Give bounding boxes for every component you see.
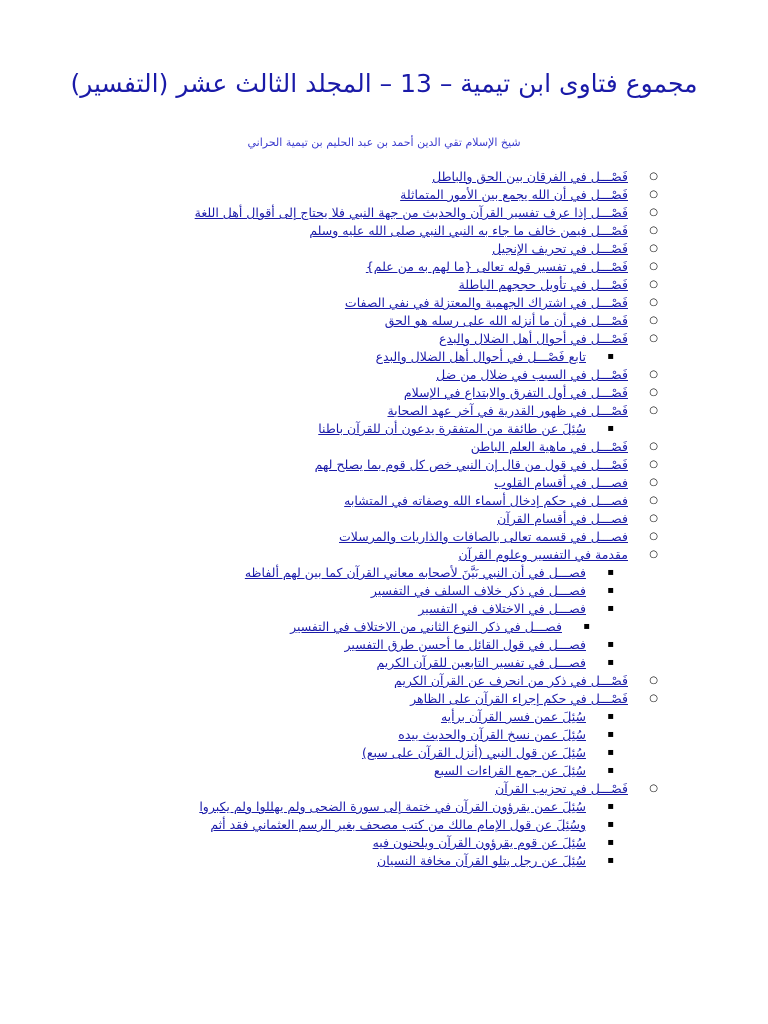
toc-link[interactable]: فصـــل في أن النبي بَيَّنَ لأصحابه معاني القرآن كما بين لهم ألفاظه — [244, 565, 586, 580]
toc-subitem[interactable] — [98, 762, 586, 780]
toc-link[interactable]: فصـــل في حكم إدخال أسماء الله وصفاته في المتشابه — [344, 493, 628, 508]
toc-item[interactable] — [98, 510, 628, 528]
toc-item[interactable] — [98, 330, 628, 366]
toc-link[interactable]: فَصْـــل في تحريف الإنجيل — [492, 241, 628, 256]
toc-item[interactable] — [98, 438, 628, 456]
toc-link[interactable]: سُئِلَ عن قول النبي (أنزل القرآن على سبع) — [361, 745, 586, 760]
toc-subitem[interactable] — [98, 852, 586, 870]
table-of-contents — [98, 168, 628, 870]
toc-item[interactable] — [98, 528, 628, 546]
toc-sublist — [98, 420, 586, 438]
toc-link[interactable]: فصـــل في ذكر خلاف السلف في التفسير — [370, 583, 586, 598]
toc-item[interactable] — [98, 492, 628, 510]
toc-link[interactable]: سُئِلَ عن طائفة من المتفقرة يدعون أن للقرآن باطنا — [318, 421, 586, 436]
toc-link[interactable]: فَصْـــل في تأويل حججهم الباطلة — [458, 277, 628, 292]
toc-item[interactable] — [98, 456, 628, 474]
toc-link[interactable]: فَصْـــل فيمن خالف ما جاء به النبي النبي صلى الله عليه وسلم — [309, 223, 628, 238]
toc-item[interactable] — [98, 186, 628, 204]
toc-sublist — [98, 798, 586, 870]
toc-link[interactable]: سُئِلَ عمن نسخ القرآن والحديث بيده — [398, 727, 586, 742]
toc-link[interactable]: مقدمة في التفسير وعلوم القرآن — [458, 547, 628, 562]
toc-item[interactable] — [98, 276, 628, 294]
toc-item[interactable] — [98, 780, 628, 870]
toc-item[interactable] — [98, 474, 628, 492]
toc-sublist — [98, 618, 562, 636]
toc-item[interactable] — [98, 240, 628, 258]
toc-item[interactable] — [98, 690, 628, 780]
toc-item[interactable] — [98, 294, 628, 312]
toc-link[interactable]: فَصْـــل في قول من قال إن النبي خص كل قوم بما يصلح لهم — [314, 457, 628, 472]
toc-subitem[interactable] — [98, 744, 586, 762]
toc-link[interactable]: فصـــل في ذكر النوع الثاني من الاختلاف في التفسير — [290, 619, 562, 634]
toc-subitem[interactable] — [98, 726, 586, 744]
toc-link[interactable]: فَصْـــل في حكم إجراء القرآن على الظاهر — [410, 691, 628, 706]
toc-sublist — [98, 348, 586, 366]
toc-item[interactable] — [98, 402, 628, 438]
toc-link[interactable]: فَصْـــل في أحوال أهل الضلال والبدع — [438, 331, 628, 346]
toc-subitem[interactable] — [98, 348, 586, 366]
toc-link[interactable]: فصـــل في قسمه تعالى بالصافات والذاريات والمرسلات — [339, 529, 628, 544]
toc-item[interactable] — [98, 672, 628, 690]
page-subtitle: شيخ الإسلام تقي الدين أحمد بن عبد الحليم بن تيمية الحراني — [247, 136, 521, 149]
toc-subitem[interactable] — [98, 654, 586, 672]
toc-link[interactable]: سُئِلَ عن جمع القراءات السبع — [433, 763, 586, 778]
toc-item[interactable] — [98, 312, 628, 330]
toc-subitem[interactable] — [98, 834, 586, 852]
toc-item[interactable] — [98, 222, 628, 240]
toc-item[interactable] — [98, 384, 628, 402]
toc-subitem[interactable] — [98, 600, 586, 636]
toc-subitem[interactable] — [98, 708, 586, 726]
toc-subitem[interactable] — [98, 420, 586, 438]
page-title: مجموع فتاوى ابن تيمية – 13 – المجلد الثالث عشر (التفسير) — [70, 69, 698, 98]
toc-link[interactable]: فَصْـــل في تفسير قوله تعالى {ما لهم به من علم} — [365, 259, 628, 274]
toc-link[interactable]: فَصْـــل في ذكر من انحرف عن القرآن الكريم — [394, 673, 628, 688]
toc-subitem[interactable] — [98, 816, 586, 834]
toc-link[interactable]: فصـــل في أقسام القرآن — [497, 511, 628, 526]
toc-link[interactable]: سُئِلَ عمن فسر القرآن برأيه — [440, 709, 586, 724]
toc-subitem[interactable] — [98, 564, 586, 582]
toc-link[interactable]: فَصْـــل في اشتراك الجهمية والمعتزلة في نفي الصفات — [344, 295, 628, 310]
toc-link[interactable]: فصـــل في الاختلاف في التفسير — [418, 601, 586, 616]
toc-link[interactable]: فَصْـــل في تحزيب القرآن — [495, 781, 628, 796]
toc-link[interactable]: فَصْـــل في أن الله يجمع بين الأمور المتماثلة — [400, 187, 628, 202]
toc-link[interactable]: فصـــل في قول القائل ما أحسن طرق التفسير — [344, 637, 586, 652]
toc-link[interactable]: فَصْـــل في ماهية العلم الباطن — [470, 439, 628, 454]
toc-link[interactable]: فَصْـــل في ظهور القدرية في آخر عهد الصحابة — [387, 403, 628, 418]
toc-link[interactable]: فَصْـــل إذا عرف تفسير القرآن والحديث من جهة النبي فلا يحتاج إلى أقوال أهل اللغة — [194, 205, 628, 220]
toc-item[interactable] — [98, 204, 628, 222]
toc-item[interactable] — [98, 168, 628, 186]
toc-link[interactable]: فَصْـــل في الفرقان بين الحق والباطل — [432, 169, 628, 184]
toc-link[interactable]: فَصْـــل في السبب في ضلال من ضل — [436, 367, 628, 382]
toc-link[interactable]: وسُئِلَ عن قول الإمام مالك من كتب مصحف بغير الرسم العثماني فقد أثم — [210, 817, 586, 832]
toc-link[interactable]: فَصْـــل في أن ما أنزله الله على رسله هو الحق — [384, 313, 628, 328]
toc-link[interactable]: تابع فَصْـــل في أحوال أهل الضلال والبدع — [375, 349, 586, 364]
toc-link[interactable]: فصـــل في أقسام القلوب — [494, 475, 628, 490]
toc-subitem[interactable] — [98, 636, 586, 654]
toc-sublist — [98, 708, 586, 780]
toc-item[interactable] — [98, 366, 628, 384]
toc-link[interactable]: سُئِلَ عن رجل يتلو القرآن مخافة النسيان — [377, 853, 586, 868]
toc-link[interactable]: فصـــل في تفسير التابعين للقرآن الكريم — [376, 655, 586, 670]
toc-item[interactable] — [98, 258, 628, 276]
toc-subitem[interactable] — [98, 798, 586, 816]
toc-link[interactable]: سُئِلَ عمن يقرؤون القرآن في ختمة إلى سورة الضحى ولم يهللوا ولم يكبروا — [199, 799, 586, 814]
toc-subitem[interactable] — [98, 582, 586, 600]
toc-item[interactable] — [98, 546, 628, 672]
toc-sublist — [98, 564, 586, 672]
toc-link[interactable]: سُئِلَ عن قوم يقرؤون القرآن ويلحنون فيه — [372, 835, 586, 850]
toc-subitem[interactable] — [98, 618, 562, 636]
toc-link[interactable]: فَصْـــل في أول التفرق والابتداع في الإسلام — [403, 385, 628, 400]
